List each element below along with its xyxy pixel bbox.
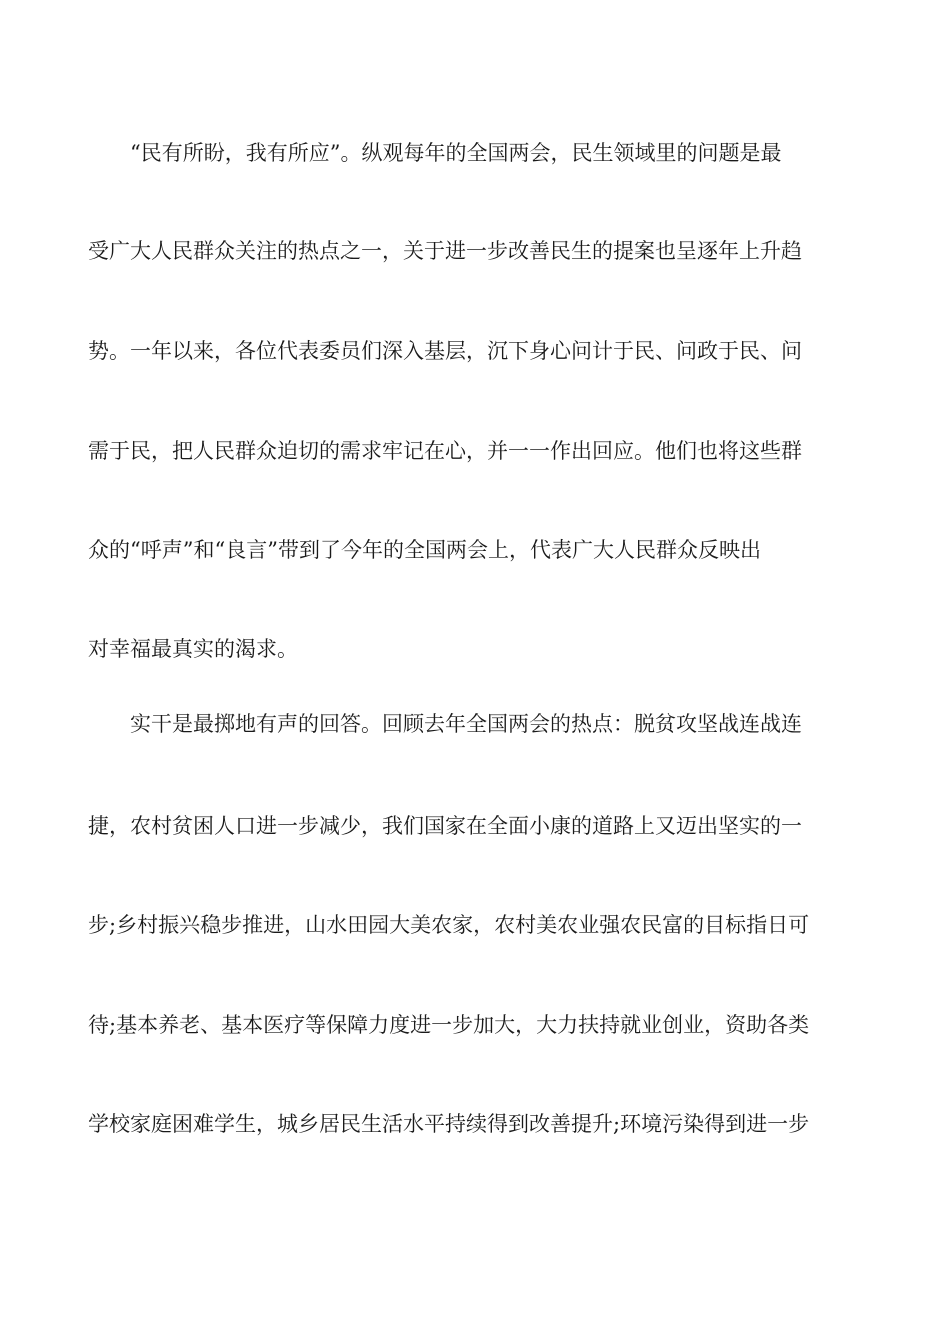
paragraph-line: 步;乡村振兴稳步推进，山水田园大美农家，农村美农业强农民富的目标指日可 <box>88 913 810 937</box>
paragraph-line: 待;基本养老、基本医疗等保障力度进一步加大，大力扶持就业创业，资助各类 <box>88 1013 810 1037</box>
paragraph-line: 势。一年以来，各位代表委员们深入基层，沉下身心问计于民、问政于民、问 <box>88 339 802 363</box>
paragraph-line: 对幸福最真实的渴求。 <box>88 637 298 661</box>
paragraph-line: 学校家庭困难学生，城乡居民生活水平持续得到改善提升;环境污染得到进一步 <box>88 1112 810 1136</box>
paragraph-line: 受广大人民群众关注的热点之一，关于进一步改善民生的提案也呈逐年上升趋 <box>88 239 802 263</box>
paragraph-line: “民有所盼，我有所应”。纵观每年的全国两会，民生领域里的问题是最 <box>130 141 782 165</box>
paragraph-line: 捷，农村贫困人口进一步减少，我们国家在全面小康的道路上又迈出坚实的一 <box>88 814 802 838</box>
paragraph-line: 需于民，把人民群众迫切的需求牢记在心，并一一作出回应。他们也将这些群 <box>88 439 802 463</box>
paragraph-line: 众的“呼声”和“良言”带到了今年的全国两会上，代表广大人民群众反映出 <box>88 538 761 562</box>
paragraph-line: 实干是最掷地有声的回答。回顾去年全国两会的热点：脱贫攻坚战连战连 <box>130 712 802 736</box>
